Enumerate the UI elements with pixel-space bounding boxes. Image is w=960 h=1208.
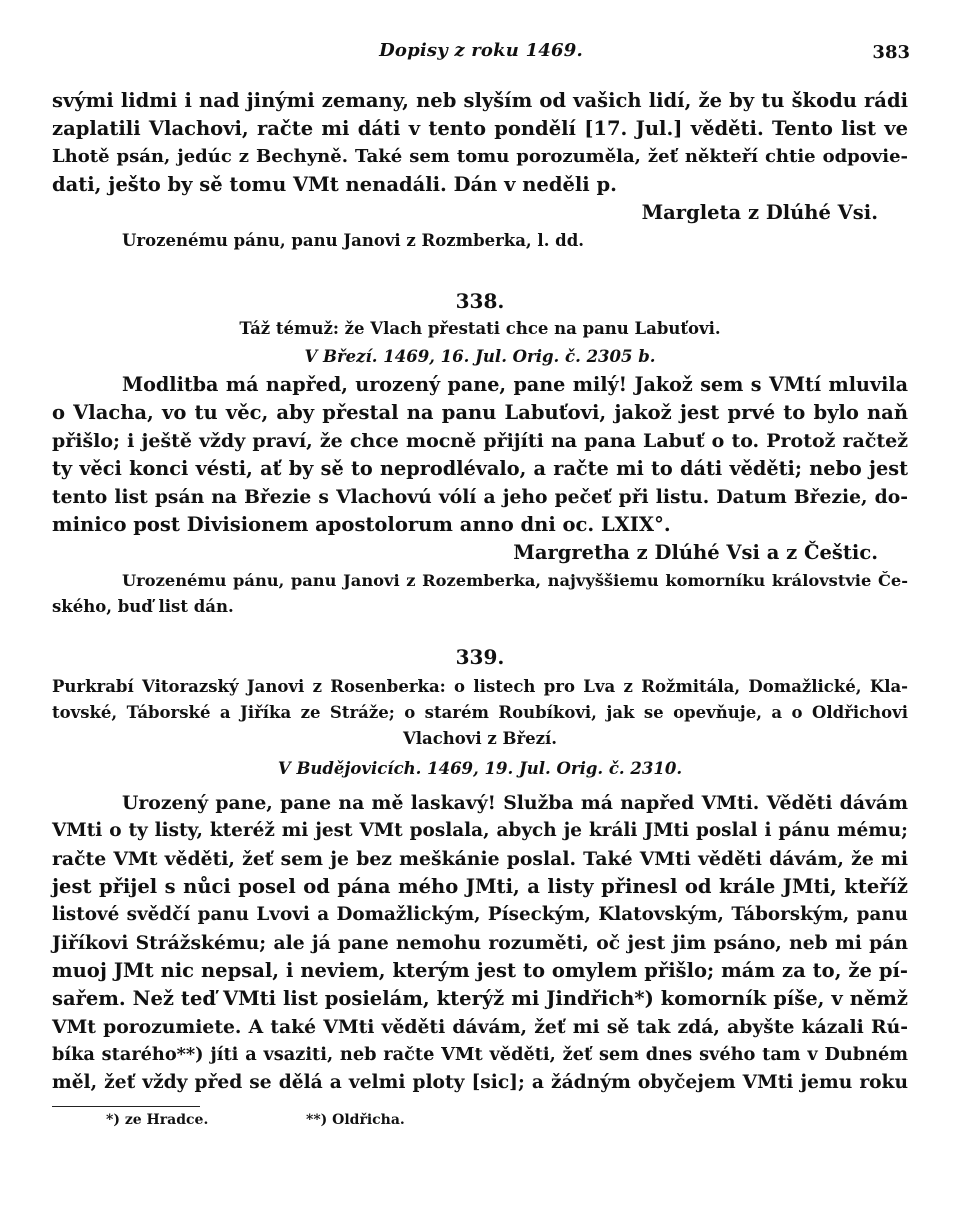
text-line: VMti o ty listy, kteréž mi jest VMt poslala, abych je králi JMti poslal i pánu mému; xyxy=(52,820,908,841)
text-line: Urozený pane, pane na mě laskavý! Služba má napřed VMti. Věděti dávám xyxy=(122,792,908,814)
letter-number: 339. xyxy=(455,645,505,669)
letter-summary: Vlachovi z Březí. xyxy=(402,729,558,748)
page-header xyxy=(52,40,910,66)
footnote: **) Oldřicha. xyxy=(306,1112,405,1128)
text-line: dati, ješto by sě tomu VMt nenadáli. Dán v neděli p. xyxy=(52,173,617,196)
text-line: zaplatili Vlachovi, račte mi dáti v tento pondělí [17. Jul.] věděti. Tento list ve xyxy=(52,117,908,140)
letter-source: V Březí. 1469, 16. Jul. Orig. č. 2305 b. xyxy=(304,347,656,366)
signature: Margretha z Dlúhé Vsi a z Češtic. xyxy=(513,541,878,564)
text-line: muoj JMt nic nepsal, i neviem, kterým jest to omylem přišlo; mám za to, že pí- xyxy=(52,959,908,982)
text-line: svými lidmi i nad jinými zemany, neb slyším od vašich lidí, že by tu škodu rádi xyxy=(52,89,908,112)
letter-summary: tovské, Táborské a Jiříka ze Stráže; o starém Roubíkovi, jak se opevňuje, a o Oldřichovi xyxy=(52,703,908,722)
text-line: tento list psán na Březie s Vlachovú vólí a jeho pečeť při listu. Datum Březie, do- xyxy=(52,486,908,508)
page-number: 383 xyxy=(872,42,910,63)
text-line: přišlo; i ještě vždy praví, že chce mocně přijíti na pana Labuť o to. Protož račtež xyxy=(52,430,908,452)
footnote: *) ze Hradce. xyxy=(106,1112,209,1128)
letter-number: 338. xyxy=(455,289,505,313)
text-line: Modlitba má napřed, urozený pane, pane milý! Jakož sem s VMtí mluvila xyxy=(122,373,908,396)
footnote-divider xyxy=(52,1106,200,1107)
text-line: ty věci konci vésti, ať by sě to neprodlévalo, a račte mi to dáti věděti; nebo jest xyxy=(52,457,908,480)
text-line: Jiříkovi Strážskému; ale já pane nemohu rozuměti, oč jest jim psáno, neb mi pán xyxy=(52,932,908,954)
address: Urozenému pánu, panu Janovi z Rozmberka, l. dd. xyxy=(122,231,584,250)
address: ského, buď list dán. xyxy=(52,597,234,616)
letter-summary: Purkrabí Vitorazský Janovi z Rosenberka: o listech pro Lva z Rožmitála, Domažlické, Kla- xyxy=(52,677,908,696)
text-line: minico post Divisionem apostolorum anno dni oc. LXIX°. xyxy=(52,513,671,536)
text-line: jest přijel s nůci posel od pána mého JMti, a listy přinesl od krále JMti, kteříž xyxy=(52,875,908,898)
text-line: listové svědčí panu Lvovi a Domažlickým, Píseckým, Klatovským, Táborským, panu xyxy=(52,904,908,925)
text-line: račte VMt věděti, žeť sem je bez meškánie poslal. Také VMti věděti dávám, že mi xyxy=(52,848,908,870)
letter-source: V Budějovicích. 1469, 19. Jul. Orig. č. 2310. xyxy=(277,759,683,778)
text-line: sařem. Než teď VMti list posielám, kterýž mi Jindřich*) komorník píše, v němž xyxy=(52,987,908,1010)
signature: Margleta z Dlúhé Vsi. xyxy=(641,201,878,224)
text-line: o Vlacha, vo tu věc, aby přestal na panu Labuťovi, jakož jest prvé to bylo naň xyxy=(52,401,908,424)
letter-summary: Táž témuž: že Vlach přestati chce na panu Labuťovi. xyxy=(239,319,721,338)
text-line: bíka starého**) jíti a vsaziti, neb račte VMt věděti, žeť sem dnes svého tam v Dubném xyxy=(52,1044,908,1065)
text-line: měl, žeť vždy před se dělá a velmi ploty [sic]; a žádným obyčejem VMti jemu roku xyxy=(52,1072,908,1093)
text-line: VMt porozumiete. A také VMti věděti dávám, žeť mi sě tak zdá, abyšte kázali Rú- xyxy=(52,1016,908,1038)
running-title: Dopisy z roku 1469. xyxy=(379,40,583,61)
address: Urozenému pánu, panu Janovi z Rozemberka, najvyššiemu komorníku královstvie Če- xyxy=(122,571,908,590)
text-line: Lhotě psán, jedúc z Bechyně. Také sem tomu porozuměla, žeť někteří chtie odpovie- xyxy=(52,146,908,167)
